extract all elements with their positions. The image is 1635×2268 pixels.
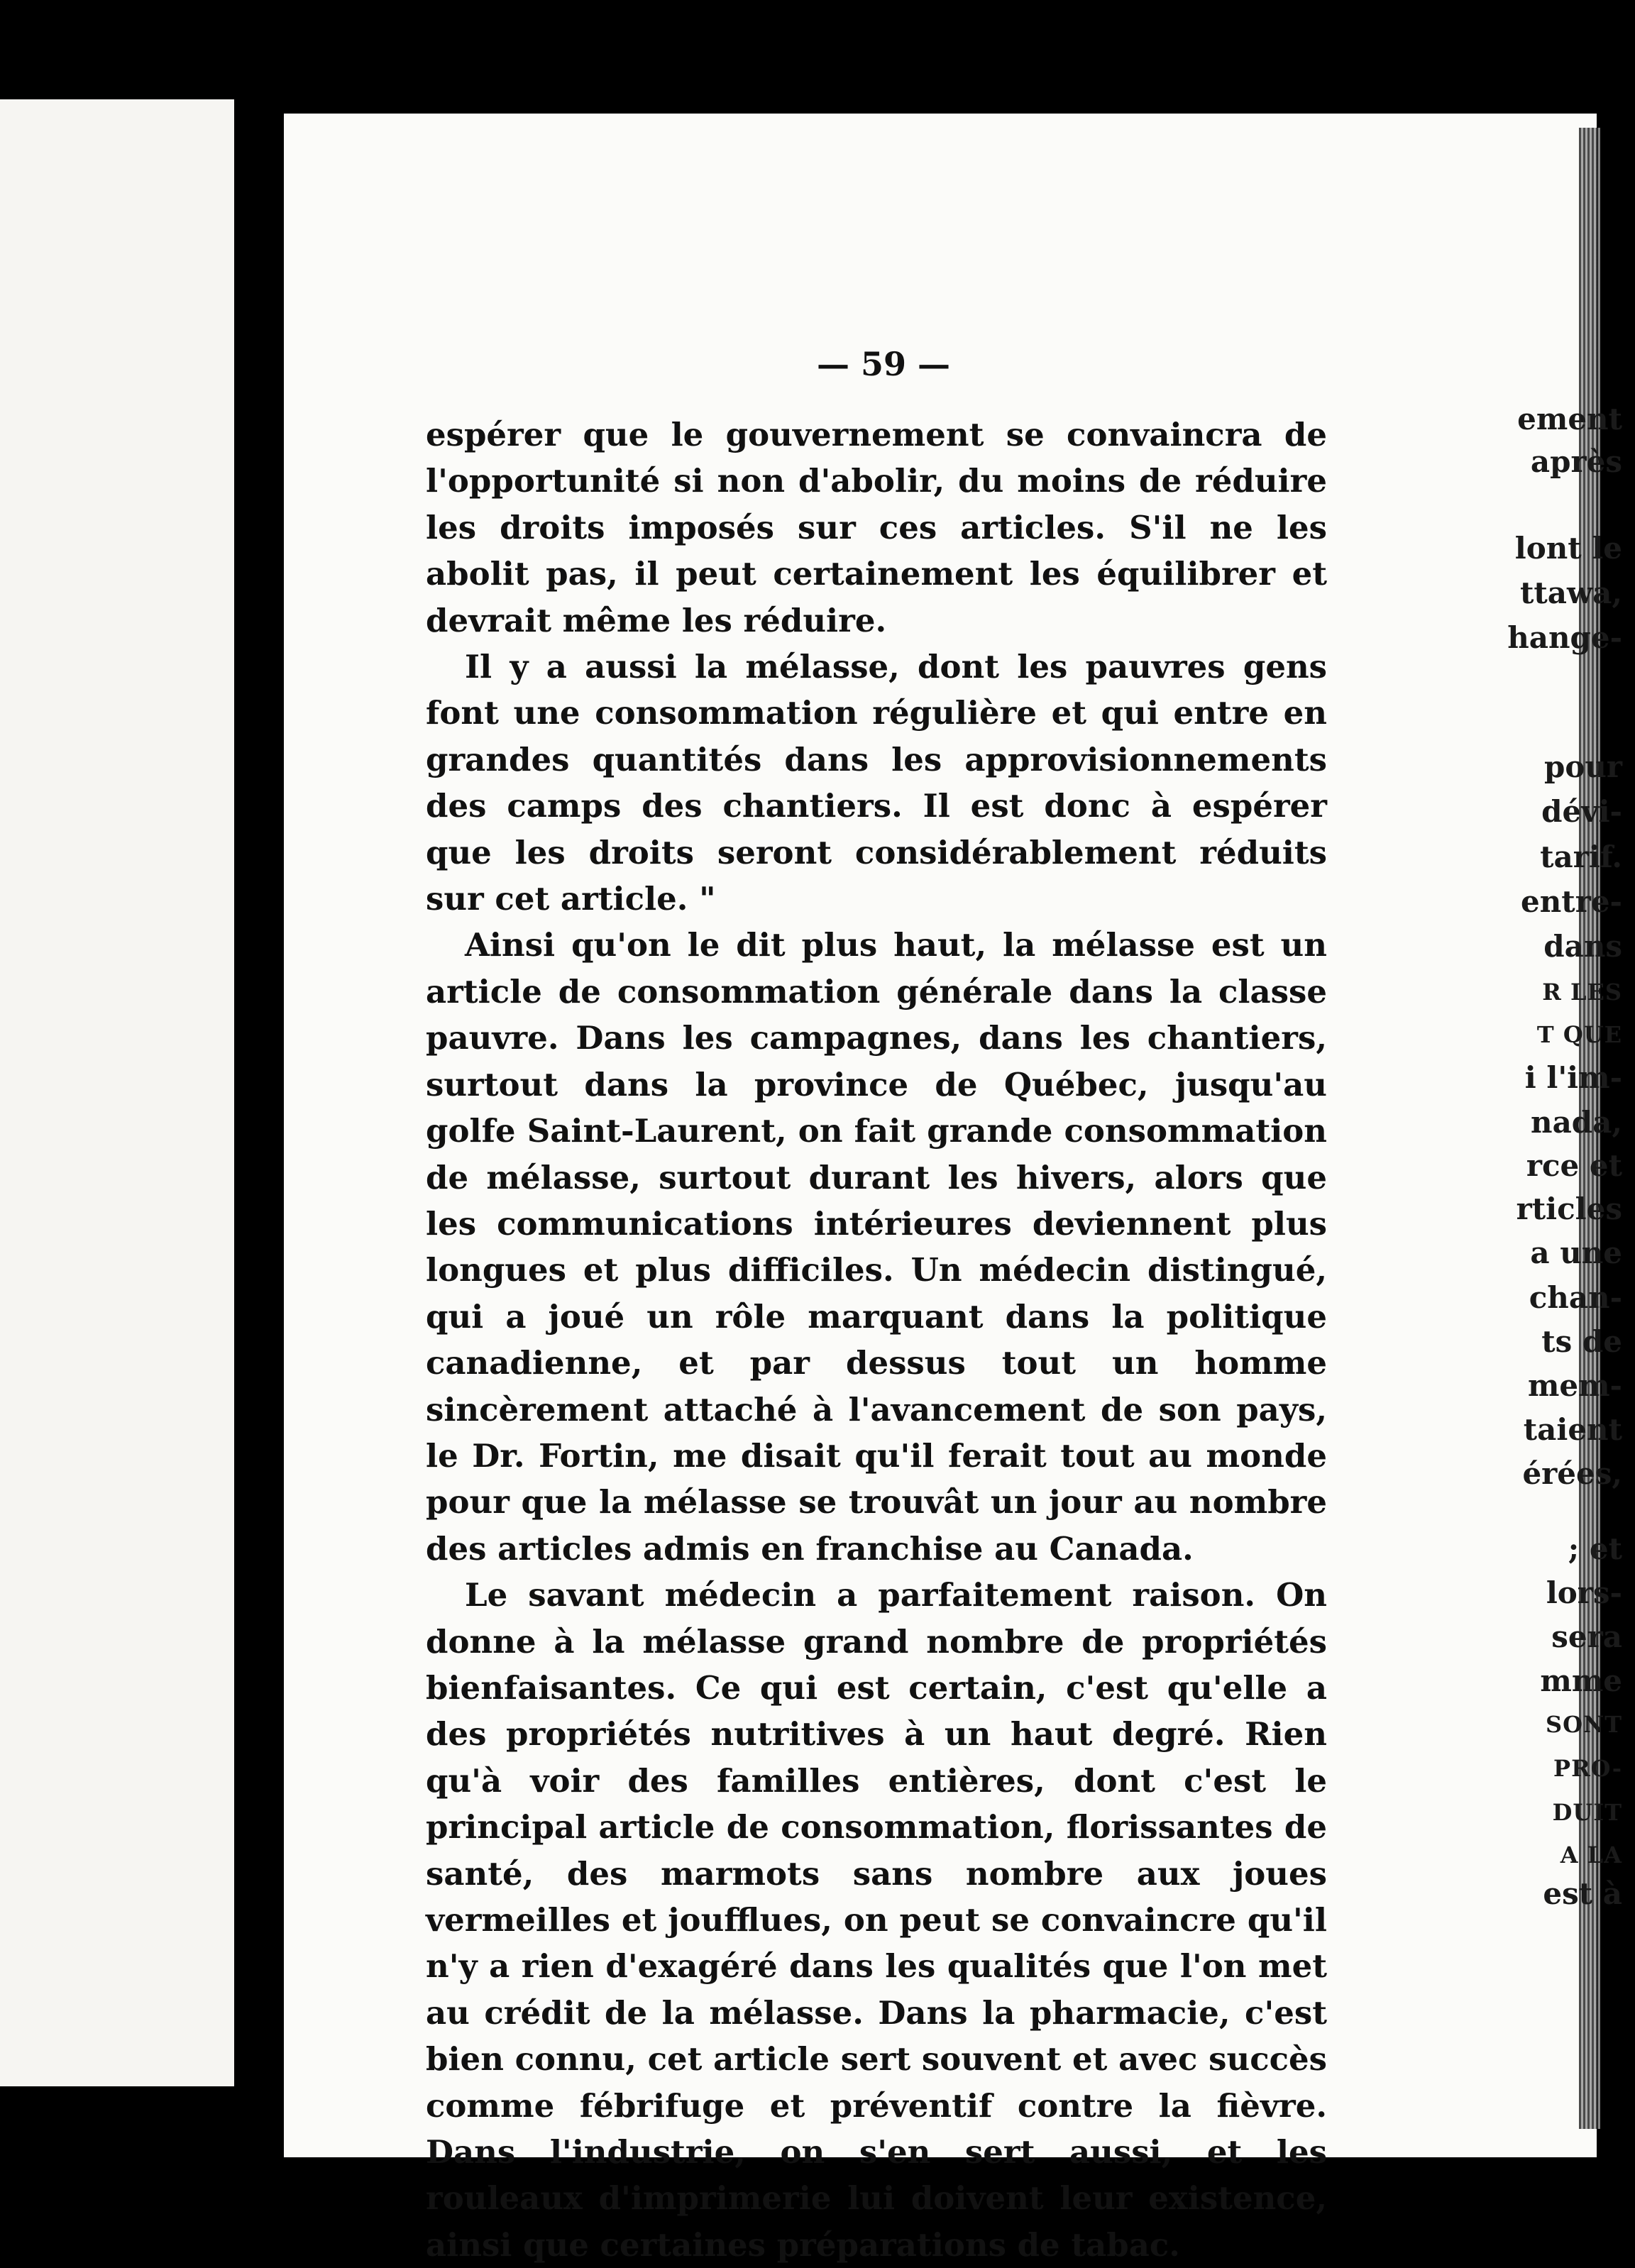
- left-page-fragment: DUIT: [1552, 1799, 1622, 1826]
- left-page-fragment: sera: [1551, 1619, 1622, 1654]
- left-page-fragment: mem-: [1527, 1368, 1622, 1403]
- left-page-fragment: ; et: [1568, 1531, 1622, 1566]
- left-page-fragment: chan-: [1529, 1280, 1622, 1315]
- paragraph: espérer que le gouvernement se convaincra de l'opportunité si non d'abolir, du moins de réduire les droits imposés sur ces articles. S'il ne les abolit pas, il peut certainement les équilibrer et devrait même les réduire.: [426, 416, 1327, 639]
- left-page-fragment: a une: [1530, 1235, 1622, 1270]
- left-page-fragment: ttawa,: [1519, 576, 1622, 610]
- paragraph: Il y a aussi la mélasse, dont les pauvres gens font une consommation régulière et qui entre en grandes quantités dans les approvisionnements des camps des chantiers. Il est donc à espérer que les droits seront considérablement réduits sur cet article. ": [426, 648, 1327, 918]
- left-page-fragment: hange-: [1507, 620, 1622, 655]
- left-page-fragment: dévi-: [1541, 794, 1622, 829]
- left-page-fragment: érées,: [1522, 1456, 1622, 1491]
- left-page-fragment: lors-: [1546, 1575, 1622, 1610]
- left-page-fragment: rticles: [1516, 1191, 1622, 1226]
- left-page-fragment: lont le: [1514, 531, 1622, 566]
- left-page-fragment: taient: [1523, 1412, 1622, 1447]
- previous-page: [0, 99, 234, 2086]
- paragraph: Ainsi qu'on le dit plus haut, la mélasse est un article de consommation générale dans la classe pauvre. Dans les campagnes, dans les chantiers, surtout dans la province de Québec, jusqu'au golfe Saint-Laurent, on fait grande consommation de mélasse, surtout durant les hivers, alors que les communications intérieures deviennent plus longues et plus difficiles. Un médecin distingué, qui a joué un rôle marquant dans la politique canadienne, et par dessus tout un homme sincèrement attaché à l'avancement de son pays, le Dr. Fortin, me disait qu'il ferait tout au monde pour que la mélasse se trouvât un jour au nombre des articles admis en franchise au Canada.: [426, 926, 1327, 1568]
- left-page-fragment: tarif.: [1540, 840, 1622, 874]
- left-page-fragment: nada,: [1531, 1105, 1622, 1140]
- left-page-fragment: A LA: [1560, 1842, 1622, 1868]
- left-page-fragment: T QUE: [1536, 1021, 1622, 1048]
- left-page-fragment: ement: [1517, 402, 1622, 436]
- left-page-fragment: rce et: [1526, 1148, 1622, 1183]
- page-number: — 59 —: [816, 345, 951, 383]
- left-page-fragment: pour: [1543, 749, 1622, 784]
- left-page-fragment: est à: [1543, 1876, 1622, 1911]
- left-page-fragment: i l'im-: [1524, 1060, 1622, 1095]
- left-page-fragment: dans: [1543, 929, 1622, 964]
- left-page-fragment: PRO-: [1553, 1755, 1622, 1782]
- left-page-fragment: après: [1530, 444, 1622, 479]
- paragraph: Le savant médecin a parfaitement raison. On donne à la mélasse grand nombre de propriétés bienfaisantes. Ce qui est certain, c'est qu'elle a des propriétés nutritives à un haut degré. Rien qu'à voir des familles entières, dont c'est le principal article de consommation, florissantes de santé, des marmots sans nombre aux joues vermeilles et joufflues, on peut se convaincre qu'il n'y a rien d'exagéré dans les qualités que l'on met au crédit de la mélasse. Dans la pharmacie, c'est bien connu, cet article sert souvent et avec succès comme fébrifuge et préventif contre la fièvre. Dans l'industrie, on s'en sert aussi, et les rouleaux d'imprimerie lui doivent leur existence, ainsi que certaines préparations de tabac.: [426, 1576, 1327, 2264]
- page-body: [426, 412, 1327, 2268]
- left-page-fragment: ts de: [1541, 1324, 1622, 1359]
- left-page-fragment: mme: [1540, 1663, 1622, 1698]
- left-page-fragment: entre-: [1521, 884, 1622, 919]
- left-page-fragment: SONT: [1545, 1711, 1622, 1738]
- left-page-fragment: R LES: [1542, 979, 1622, 1006]
